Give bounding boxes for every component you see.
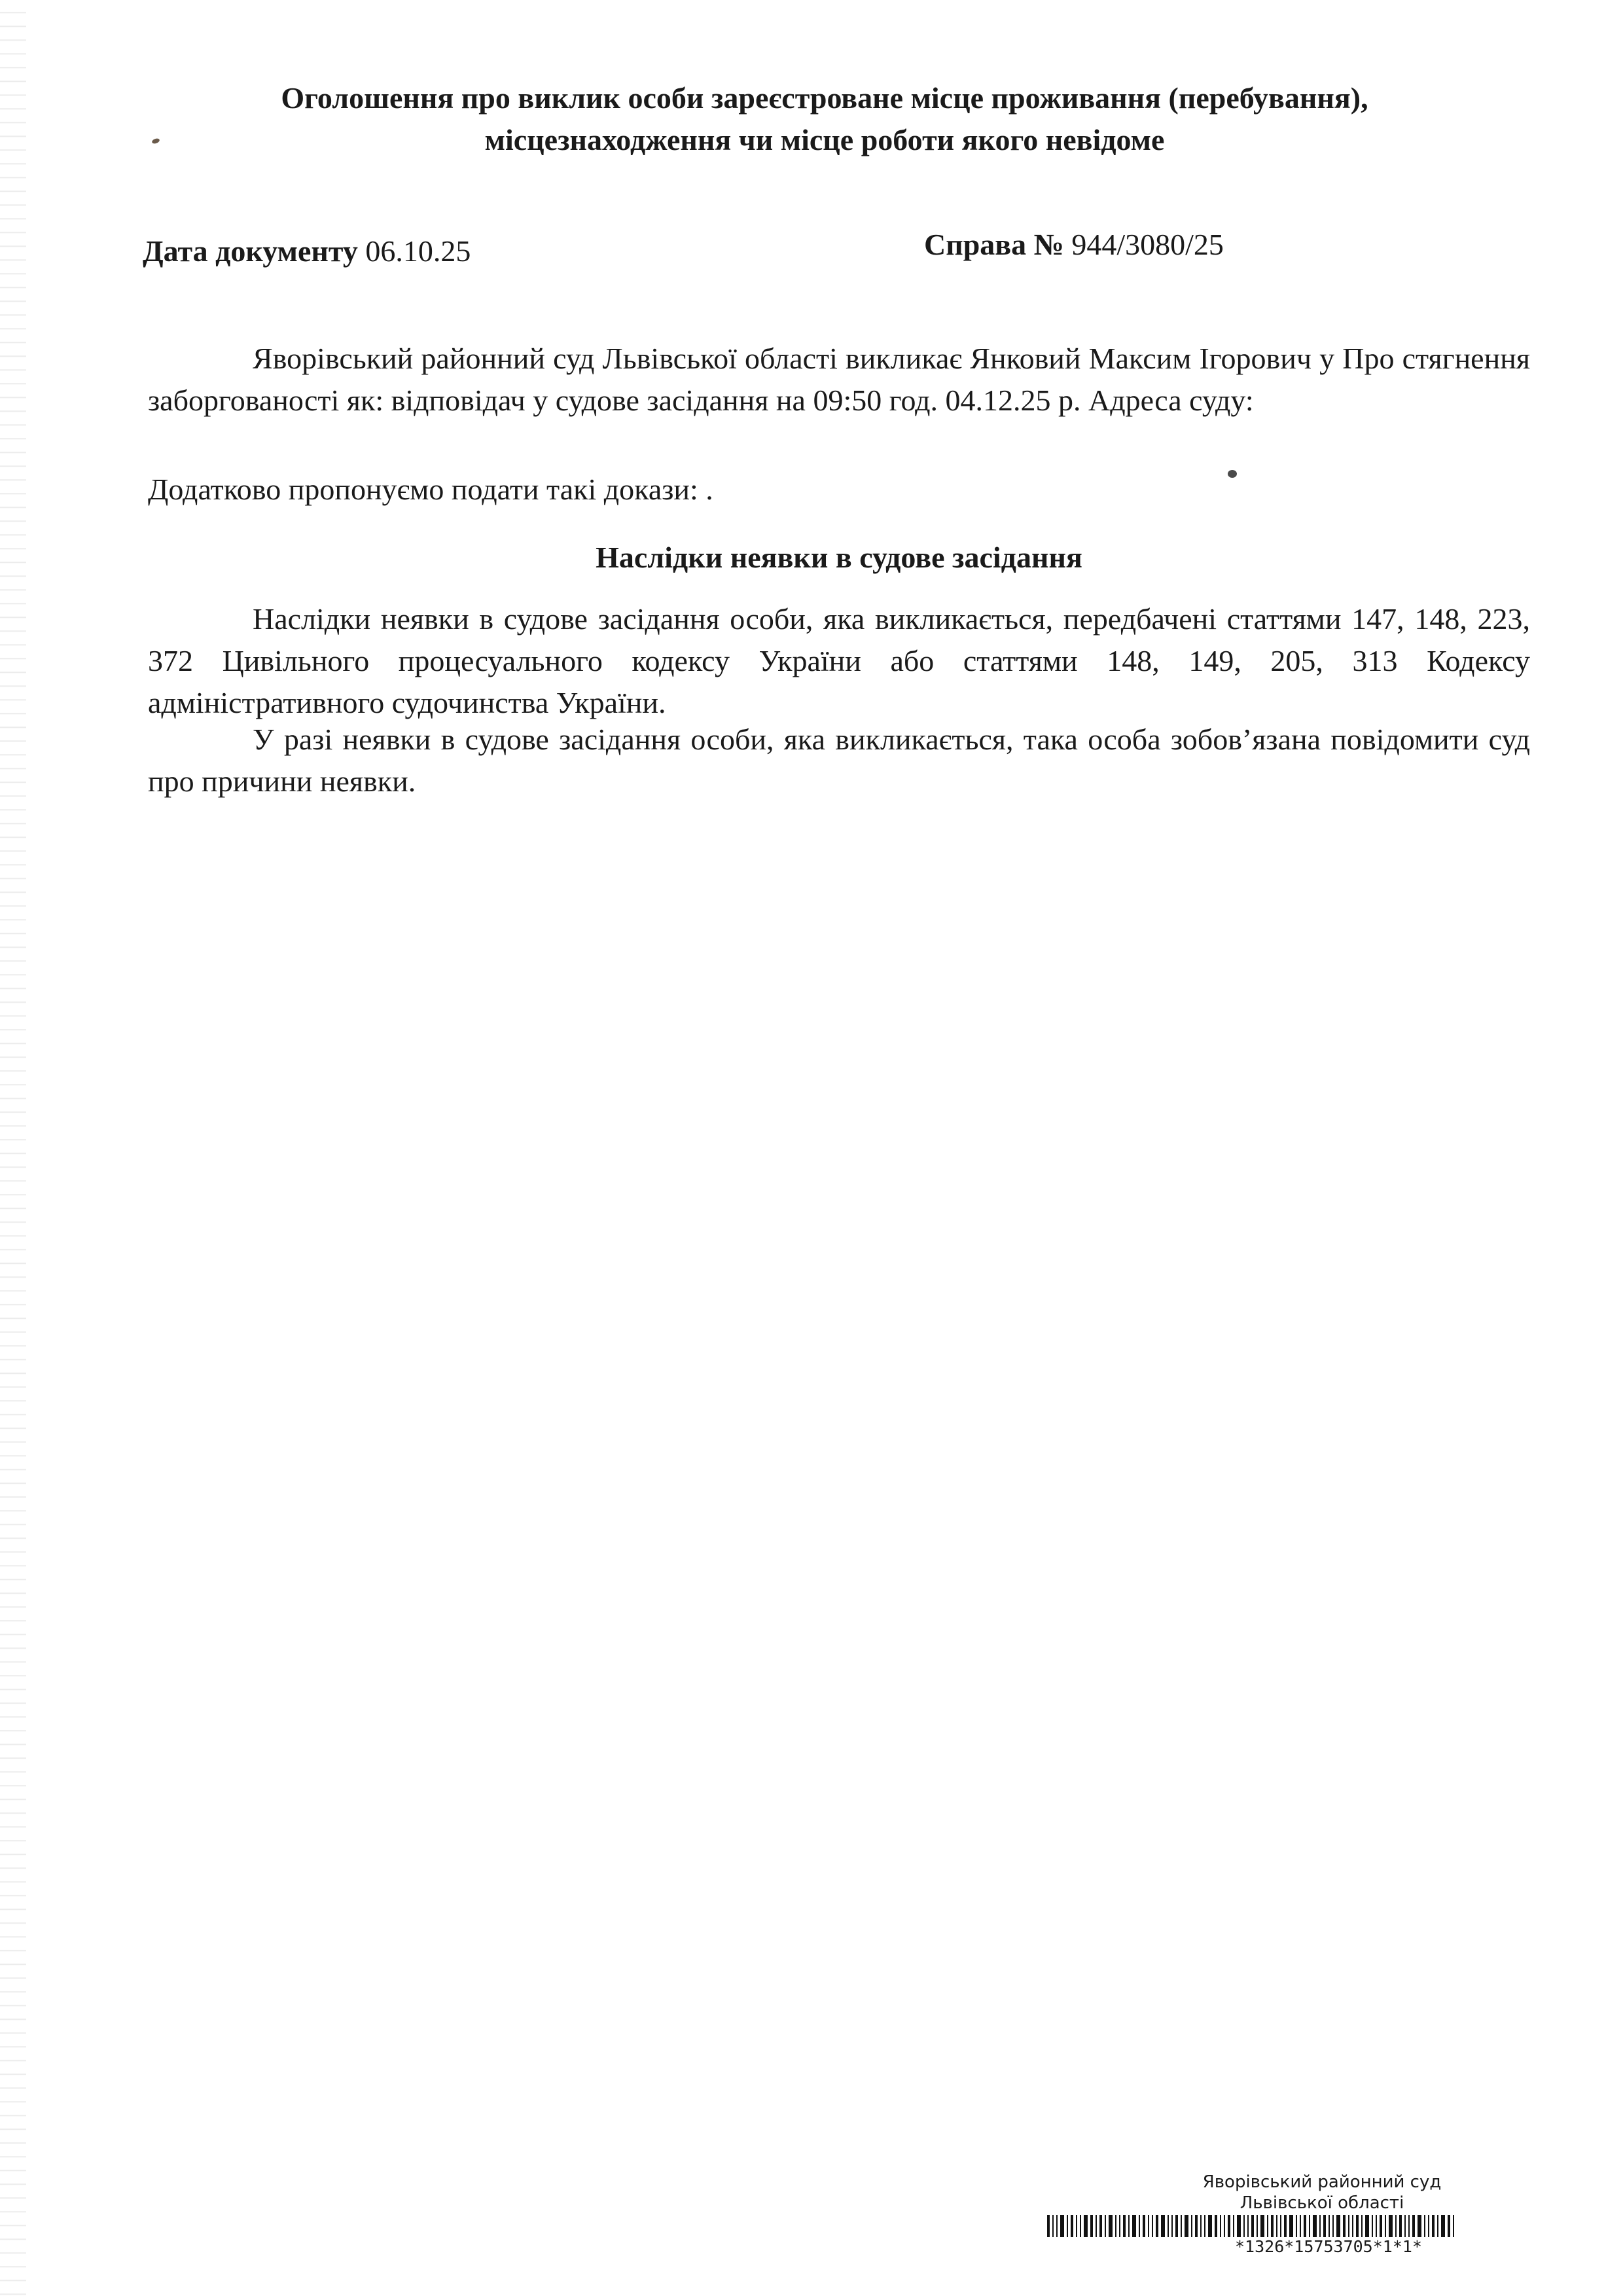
evidence-text: Додатково пропонуємо подати такі докази: . (148, 473, 713, 506)
case-label: Справа № (924, 228, 1064, 261)
barcode (1047, 2215, 1558, 2237)
evidence-paragraph (148, 469, 1530, 511)
date-value: 06.10.25 (365, 234, 471, 268)
court-stamp (1047, 2172, 1558, 2257)
barcode-number: *1326*15753705*1*1* (1235, 2237, 1422, 2256)
scan-edge-artifact (0, 0, 26, 2296)
summons-text: Яворівський районний суд Львівської області викликає Янковий Максим Ігорович у Про стягнення заборгованості як: відповідач у судове засідання на 09:50 год. 04.12.25 р. Адреса суду: (148, 342, 1530, 417)
summons-paragraph (148, 338, 1530, 422)
document-date (143, 230, 471, 272)
duty-paragraph (148, 719, 1530, 802)
title-line-2: місцезнаходження чи місце роботи якого невідоме (484, 123, 1165, 156)
stamp-region: Львівської області (1240, 2193, 1404, 2213)
case-value: 944/3080/25 (1071, 228, 1224, 261)
consequences-heading: Наслідки неявки в судове засідання (596, 541, 1082, 574)
stamp-court-name: Яворівський районний суд (1202, 2172, 1442, 2192)
document-title (131, 77, 1518, 161)
consequences-text: Наслідки неявки в судове засідання особи, яка викликається, передбачені статтями 147, 148, 223, 372 Цивільного процесуального кодексу України або статтями 148, 149, 205, 313 Кодексу адміністративного судочинства України. (148, 602, 1530, 719)
title-line-1: Оголошення про виклик особи зареєстроване місце проживання (перебування), (281, 81, 1368, 115)
case-number (924, 224, 1224, 266)
duty-text: У разі неявки в судове засідання особи, яка викликається, така особа зобов’язана повідомити суд про причини неявки. (148, 723, 1530, 798)
date-label: Дата документу (143, 234, 358, 268)
ink-speck (1228, 470, 1237, 478)
consequences-paragraph (148, 598, 1530, 724)
